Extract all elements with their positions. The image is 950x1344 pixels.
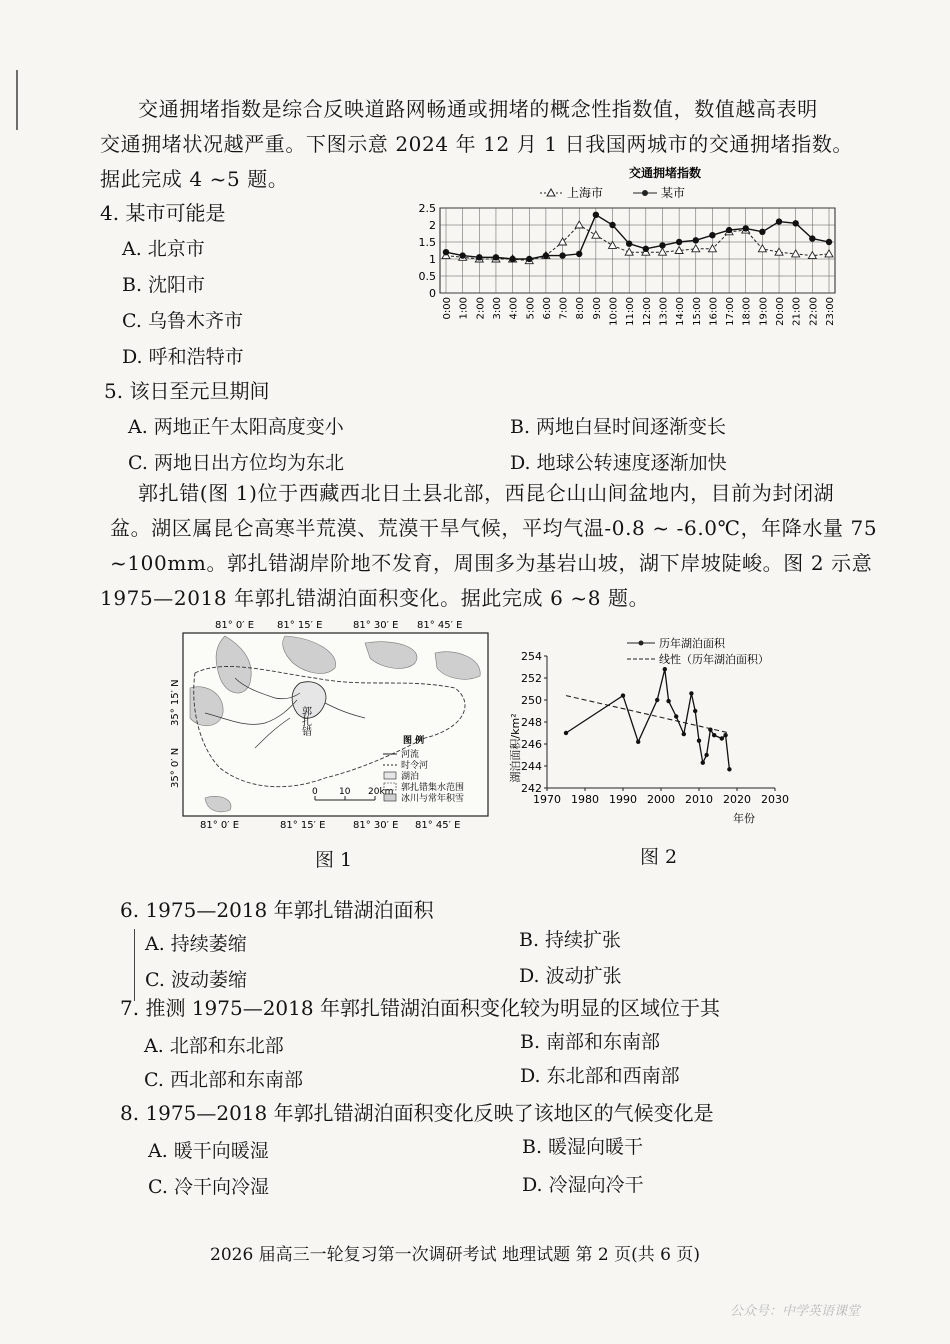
- shanghai-point: [825, 250, 833, 257]
- shanghai-point: [658, 248, 666, 255]
- traffic-plot-frame: [440, 208, 835, 293]
- traffic-x-tick: 7:00: [558, 297, 570, 320]
- traffic-y-tick: 2.5: [418, 202, 436, 215]
- traffic-x-tick: 18:00: [741, 297, 753, 326]
- city-point: [459, 252, 465, 258]
- city-point: [493, 254, 499, 260]
- city-point: [826, 239, 832, 245]
- traffic-x-tick: 8:00: [575, 297, 587, 320]
- option-c: C. 乌鲁木齐市: [122, 310, 243, 332]
- svg-text:81° 45′ E: 81° 45′ E: [417, 620, 463, 631]
- lake-y-tick: 244: [521, 760, 542, 773]
- option-d: D. 呼和浩特市: [122, 346, 244, 368]
- lake-area-point: [621, 693, 625, 697]
- svg-text:35° 15′ N: 35° 15′ N: [170, 679, 181, 726]
- option-c: C. 西北部和东南部: [144, 1069, 303, 1091]
- option-a: A. 北部和东北部: [144, 1035, 284, 1057]
- city-point: [759, 229, 765, 235]
- option-d: D. 地球公转速度逐渐加快: [510, 452, 727, 474]
- city-point: [792, 220, 798, 226]
- svg-text:81° 15′ E: 81° 15′ E: [277, 620, 323, 631]
- traffic-x-tick: 0:00: [442, 297, 453, 320]
- svg-text:湖泊: 湖泊: [401, 772, 420, 782]
- question-6: [120, 895, 880, 1001]
- option-b: B. 南部和东南部: [520, 1031, 661, 1053]
- lake-area-point: [655, 698, 659, 702]
- traffic-y-tick: 0.5: [418, 270, 436, 283]
- traffic-x-tick: 16:00: [708, 297, 720, 326]
- lake-axes: [521, 650, 789, 806]
- legend-shanghai: 上海市: [567, 186, 604, 200]
- traffic-chart: [405, 165, 845, 335]
- city-point: [593, 212, 599, 218]
- traffic-legend: [540, 185, 685, 200]
- lake-area-point: [708, 728, 712, 732]
- traffic-series: [442, 212, 833, 264]
- question-stem: 8. 1975—2018 年郭扎错湖泊面积变化反映了该地区的气候变化是: [120, 1101, 714, 1125]
- lake-series: [564, 667, 732, 772]
- option-d: D. 东北部和西南部: [520, 1065, 680, 1087]
- lake-x-tick: 1980: [571, 793, 599, 806]
- lake-label: 郭扎错: [299, 706, 311, 736]
- lake-area-point: [712, 733, 716, 737]
- traffic-grid: [440, 208, 835, 293]
- question-stem: 5. 该日至元旦期间: [104, 379, 270, 403]
- traffic-x-tick: 13:00: [658, 297, 670, 326]
- lake-area-point: [636, 740, 640, 744]
- traffic-x-tick: 21:00: [791, 297, 803, 326]
- legend-lake-area: 历年湖泊面积: [659, 637, 725, 650]
- lake-y-tick: 248: [521, 716, 542, 729]
- option-c: C. 两地日出方位均为东北: [128, 452, 344, 474]
- traffic-x-tick: 11:00: [625, 297, 637, 326]
- option-c: C. 冷干向冷湿: [148, 1176, 269, 1198]
- legend-linear: 线性（历年湖泊面积）: [659, 653, 769, 666]
- question-5: [100, 376, 860, 482]
- city-point: [576, 251, 582, 257]
- question-8: [120, 1098, 900, 1202]
- intro1-line: 交通拥堵状况越严重。下图示意 2024 年 12 月 1 日我国两城市的交通拥堵指数。: [100, 132, 854, 156]
- traffic-y-ticks: [419, 202, 437, 300]
- traffic-x-tick: 14:00: [675, 297, 687, 326]
- traffic-x-tick: 2:00: [475, 297, 487, 320]
- city-point: [643, 246, 649, 252]
- lake-area-point: [564, 731, 568, 735]
- svg-text:81° 30′ E: 81° 30′ E: [353, 820, 399, 831]
- lake-area-point: [701, 761, 705, 765]
- intro2-line: 盆。湖区属昆仑高寒半荒漠、荒漠干旱气候，平均气温-0.8 ~ -6.0℃，年降水量 75: [110, 516, 878, 540]
- shanghai-point: [609, 241, 617, 248]
- city-point: [776, 218, 782, 224]
- city-point: [709, 232, 715, 238]
- city-point: [476, 254, 482, 260]
- city-point: [809, 235, 815, 241]
- svg-text:81° 45′ E: 81° 45′ E: [415, 820, 461, 831]
- city-point: [543, 252, 549, 258]
- lake-trend-line: [566, 696, 729, 733]
- traffic-x-tick: 12:00: [641, 297, 653, 326]
- legend-city: 某市: [661, 186, 686, 200]
- city-point: [443, 249, 449, 255]
- lake-y-tick: 246: [521, 738, 542, 751]
- svg-text:河流: 河流: [401, 750, 420, 760]
- intro-paragraph-2: [100, 476, 940, 616]
- intro2-line: 郭扎错(图 1)位于西藏西北日土县北部，西昆仑山山间盆地内，目前为封闭湖: [138, 481, 835, 505]
- option-c: C. 波动萎缩: [145, 969, 247, 991]
- city-point: [743, 225, 749, 231]
- lake-area-point: [674, 714, 678, 718]
- traffic-x-tick: 17:00: [725, 297, 737, 326]
- svg-text:冰川与常年积雪: 冰川与常年积雪: [401, 794, 465, 804]
- lake-area-point: [663, 667, 667, 671]
- traffic-x-tick: 4:00: [508, 297, 520, 320]
- lake-legend: [627, 636, 769, 666]
- map-lat-labels: [170, 679, 181, 788]
- traffic-y-tick: 0: [429, 287, 436, 300]
- intro1-line: 据此完成 4 ~5 题。: [100, 167, 289, 191]
- lake-area-chart: [505, 628, 795, 828]
- lake-ylabel: 湖泊面积/km²: [509, 713, 522, 783]
- map-bottom-labels: [200, 820, 460, 831]
- lake-y-tick: 250: [521, 694, 542, 707]
- svg-text:20km: 20km: [368, 787, 394, 797]
- traffic-x-tick: 19:00: [758, 297, 770, 326]
- lake-xlabel: 年份: [733, 812, 755, 825]
- option-d: D. 冷湿向冷干: [522, 1174, 644, 1196]
- lake-area-point: [689, 691, 693, 695]
- shanghai-point: [758, 245, 766, 252]
- lake-x-tick: 2000: [647, 793, 675, 806]
- lake-x-tick: 2020: [723, 793, 751, 806]
- lake-x-tick: 1970: [533, 793, 561, 806]
- city-point: [559, 252, 565, 258]
- lake-x-tick: 2010: [685, 793, 713, 806]
- city-point: [676, 239, 682, 245]
- page-footer: 2026 届高三一轮复习第一次调研考试 地理试题 第 2 页(共 6 页): [210, 1245, 700, 1265]
- traffic-x-tick: 22:00: [808, 297, 820, 326]
- svg-text:35° 0′ N: 35° 0′ N: [170, 747, 181, 788]
- city-point: [726, 227, 732, 233]
- svg-text:10: 10: [339, 787, 351, 797]
- option-b: B. 两地白昼时间逐渐变长: [510, 416, 727, 438]
- traffic-x-tick: 3:00: [491, 297, 503, 320]
- traffic-y-tick: 1: [429, 253, 436, 266]
- map-top-labels: [215, 620, 462, 631]
- lake-area-point: [693, 709, 697, 713]
- question-stem: 6. 1975—2018 年郭扎错湖泊面积: [120, 898, 434, 922]
- lake-x-tick: 1990: [609, 793, 637, 806]
- question-7: [120, 993, 900, 1097]
- svg-text:81° 0′ E: 81° 0′ E: [215, 620, 255, 631]
- map-figure: [165, 618, 495, 833]
- lake-y-tick: 252: [521, 672, 542, 685]
- svg-text:81° 30′ E: 81° 30′ E: [353, 620, 399, 631]
- city-point: [509, 256, 515, 262]
- traffic-y-tick: 2: [429, 219, 436, 232]
- city-point: [609, 222, 615, 228]
- lake-area-point: [704, 753, 708, 757]
- svg-text:时令河: 时令河: [401, 761, 429, 771]
- lake-area-point: [720, 736, 724, 740]
- option-b: B. 暖湿向暖干: [522, 1136, 644, 1158]
- option-b: B. 持续扩张: [519, 929, 622, 951]
- watermark: 公众号：中学英语课堂: [730, 1304, 861, 1319]
- svg-text:图 例: 图 例: [403, 736, 425, 746]
- intro2-line: ~100mm。郭扎错湖岸阶地不发育，周围多为基岩山坡，湖下岸坡陡峻。图 2 示意: [110, 551, 873, 575]
- lake-y-tick: 242: [521, 782, 542, 795]
- traffic-y-tick: 1.5: [418, 236, 436, 249]
- traffic-x-tick: 1:00: [458, 297, 470, 320]
- lake-area-point: [666, 699, 670, 703]
- shanghai-line: [446, 225, 829, 261]
- lake-area-point: [723, 733, 727, 737]
- traffic-x-tick: 10:00: [608, 297, 620, 326]
- traffic-x-tick: 9:00: [591, 297, 603, 320]
- figure-1-caption: 图 1: [315, 849, 353, 871]
- city-point: [693, 237, 699, 243]
- option-d: D. 波动扩张: [519, 965, 622, 987]
- shanghai-point: [575, 221, 583, 228]
- lake-x-tick: 2030: [761, 793, 789, 806]
- option-a: A. 持续萎缩: [145, 933, 247, 955]
- city-point: [526, 256, 532, 262]
- svg-text:81° 15′ E: 81° 15′ E: [280, 820, 326, 831]
- question-stem: 4. 某市可能是: [100, 201, 226, 225]
- city-point: [626, 241, 632, 247]
- shanghai-point: [792, 250, 800, 257]
- lake-y-tick: 254: [521, 650, 542, 663]
- option-a: A. 北京市: [122, 238, 205, 260]
- traffic-x-tick: 6:00: [541, 297, 553, 320]
- city-point: [659, 242, 665, 248]
- intro2-line: 1975—2018 年郭扎错湖泊面积变化。据此完成 6 ~8 题。: [100, 586, 650, 610]
- traffic-x-ticks: [442, 297, 836, 326]
- option-b: B. 沈阳市: [122, 274, 206, 296]
- traffic-x-tick: 20:00: [775, 297, 787, 326]
- lake-area-point: [682, 732, 686, 736]
- binding-mark: [16, 70, 18, 130]
- intro1-line: 交通拥堵指数是综合反映道路网畅通或拥堵的概念性指数值，数值越高表明: [138, 97, 818, 121]
- lake-area-point: [697, 739, 701, 743]
- shanghai-point: [592, 231, 600, 238]
- figure-2-caption: 图 2: [640, 846, 678, 868]
- option-a: A. 暖干向暖湿: [148, 1140, 269, 1162]
- question-4: [100, 198, 244, 372]
- traffic-x-tick: 5:00: [525, 297, 537, 320]
- svg-text:81° 0′ E: 81° 0′ E: [200, 820, 240, 831]
- traffic-chart-title: 交通拥堵指数: [628, 166, 702, 180]
- svg-text:0: 0: [312, 787, 318, 797]
- option-a: A. 两地正午太阳高度变小: [128, 416, 344, 438]
- lake-area-point: [727, 767, 731, 771]
- question-stem: 7. 推测 1975—2018 年郭扎错湖泊面积变化较为明显的区域位于其: [120, 996, 720, 1020]
- svg-text:郭扎错集水范围: 郭扎错集水范围: [401, 783, 465, 793]
- traffic-x-tick: 23:00: [825, 297, 836, 326]
- traffic-x-tick: 15:00: [691, 297, 703, 326]
